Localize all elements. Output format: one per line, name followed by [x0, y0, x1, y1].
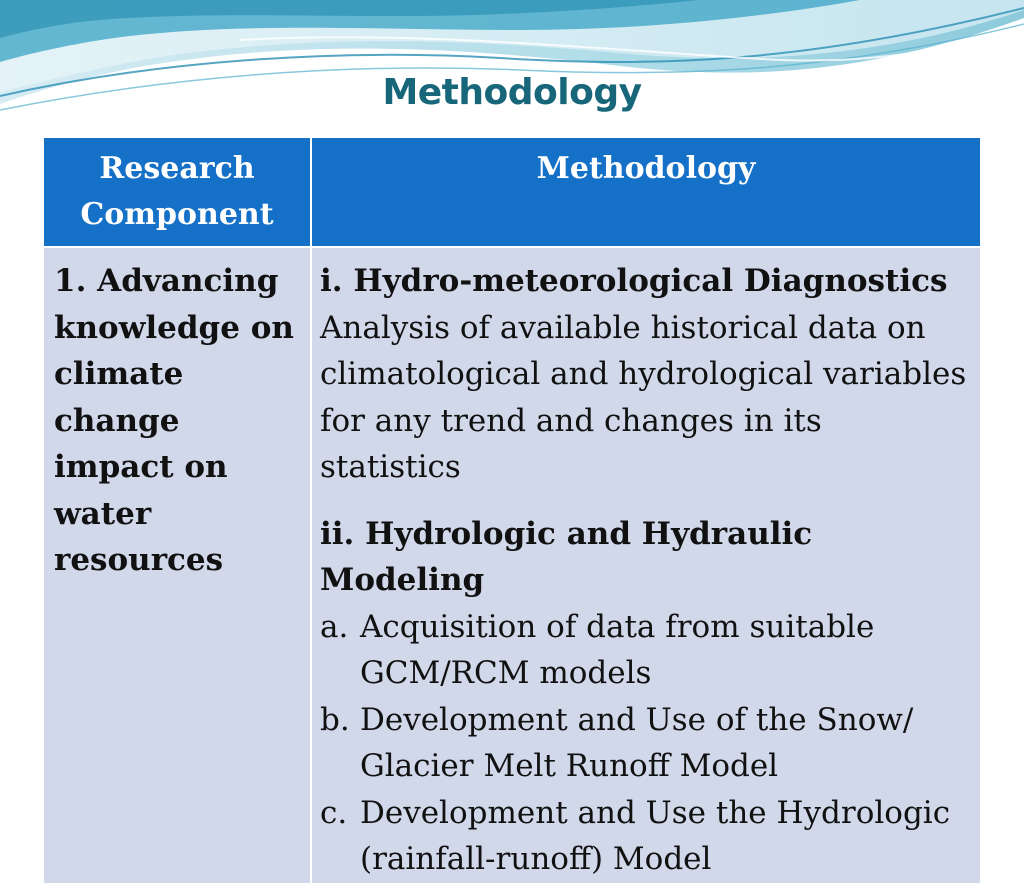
table-header-row: [43, 137, 981, 247]
list-item-text: Development and Use the Hydrologic (rainfall-runoff) Model: [360, 794, 951, 877]
list-marker: c.: [320, 794, 348, 831]
methodology-cell: [311, 247, 981, 884]
research-component-cell: 1. Advancing knowledge on climate change impact on water resources: [43, 247, 311, 884]
list-item: [320, 790, 972, 883]
list-item: [320, 604, 972, 697]
slide-title: Methodology: [382, 72, 642, 113]
list-marker: b.: [320, 701, 350, 738]
header-research-component: Research Component: [43, 137, 311, 247]
list-marker: a.: [320, 608, 349, 645]
section-text-diagnostics: Analysis of available historical data on climatological and hydrological variables for any trend and changes in its statistics: [320, 309, 967, 485]
section-title-modeling: ii. Hydrologic and Hydraulic Modeling: [320, 515, 813, 598]
list-item-text: Development and Use of the Snow/ Glacier Melt Runoff Model: [360, 701, 914, 784]
section-spacer: [320, 491, 972, 511]
methodology-table: [42, 136, 982, 885]
list-item-text: Acquisition of data from suitable GCM/RCM models: [360, 608, 875, 691]
header-methodology: Methodology: [311, 137, 981, 247]
table-row: [43, 247, 981, 884]
list-item: [320, 697, 972, 790]
section-title-diagnostics: i. Hydro-meteorological Diagnostics: [320, 263, 948, 299]
